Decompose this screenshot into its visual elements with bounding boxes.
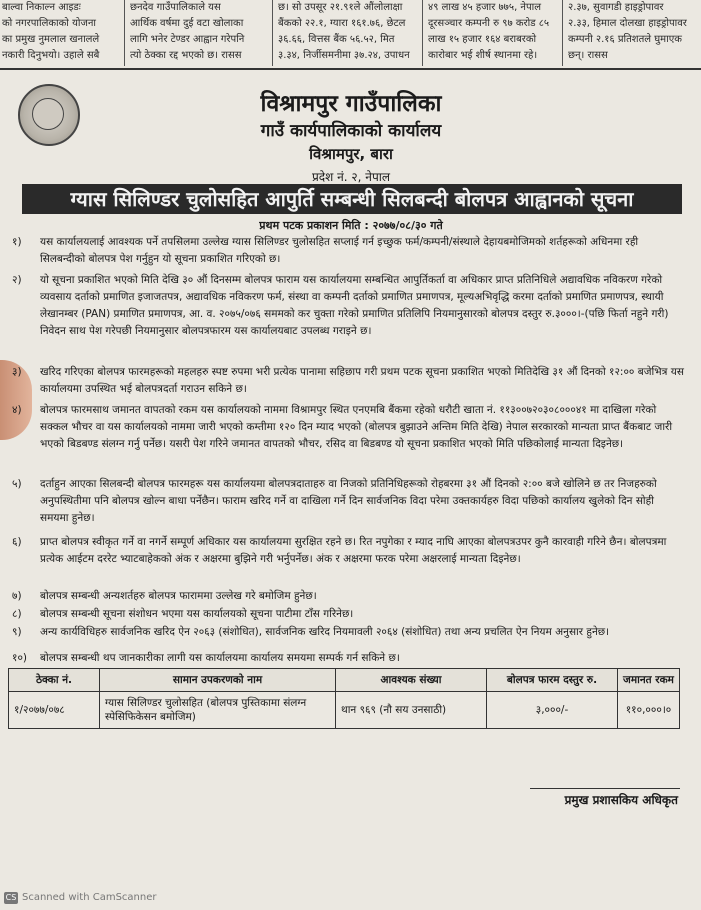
office-name: गाउँ कार्यपालिकाको कार्यालय	[260, 121, 442, 141]
scanner-watermark	[4, 892, 157, 904]
paragraph-number: ८)	[12, 608, 22, 620]
paragraph	[12, 476, 684, 527]
paragraph	[12, 234, 684, 268]
news-line: बाल्वा निकाल्न आइडः	[2, 2, 81, 13]
news-line: छनदेव गाउँपालिकाले यस	[130, 2, 221, 13]
paragraph-number: ४)	[12, 404, 22, 416]
paragraph	[12, 402, 684, 453]
news-column-3	[278, 0, 416, 66]
paragraph-text: प्राप्त बोलपत्र स्वीकृत गर्ने वा नगर्ने सम्पूर्ण अधिकार यस कार्यालयमा सुरक्षित रहने छ। रित नपुगेका र म्याद नाघि आएका बोलपत्रउपर कुनै कारवाही गरिने छैन। बोलपत्रमा प्रत्येक आईटम दररेट भ्याटबाहेकको अंक र अक्षरमा बुझिने गरी भर्नुपर्नेछ। अंक र अक्षरमा फरक परेमा अक्षरलाई मान्यता दिइनेछ।	[40, 536, 667, 565]
news-line: छन्। रासस	[568, 50, 608, 61]
top-news-columns	[0, 0, 701, 66]
news-line: को नगरपालिकाको योजना	[2, 18, 97, 29]
news-line: त्यो ठेक्का रद्द भएको छ। रासस	[130, 50, 242, 61]
news-line: छ। सो उपसूर २१.९१ले औंलोलाक्षा	[278, 2, 403, 13]
news-line: कम्पनी २.१६ प्रतिशतले घुमाएक	[568, 34, 682, 45]
news-line: दूरसञ्चार कम्पनी रु ९७ करोड ८५	[428, 18, 550, 29]
news-column-5	[568, 0, 699, 66]
paragraph-number: ३)	[12, 366, 22, 378]
news-line: ३६.६६, वित्तस बैंक ५६.५२, मित	[278, 34, 395, 45]
paragraph-text: यो सूचना प्रकाशित भएको मिति देखि ३० औं दिनसम्म बोलपत्र फाराम यस कार्यालयमा सम्बन्धित आपुर्तिकर्ता वा अधिकार प्राप्त प्रतिनिधिले अद्यावधिक नविकरण गरेको व्यवसाय दर्ताको प्रमाणित इजाजतपत्र, अद्यावधिक नविकरण फर्म, संस्था वा कम्पनी दर्ताको प्रमाणित प्रमाणपत्र, मूल्यअभिवृद्धि करमा दर्ताको प्रमाणित प्रमाणपत्र, स्थायी लेखानम्बर (PAN) प्रमाणित प्रमाणपत्र, आ. व. २०७५/०७६ सममको कर चुक्ता गरेको प्रमाणित प्रतिलिपि नियमानुसारको बोलपत्र दस्तुर रु.३०००।-(पछि फिर्ता नहुने गरी) निवेदन साथ पेश गरेपछी नियमानुसार बोलपत्रफारम यस कार्यालयबाट उपलब्ध गराइने छ।	[40, 274, 669, 337]
header-quantity: आवश्यक संख्या	[336, 669, 487, 692]
paragraph-number: २)	[12, 274, 22, 286]
paragraph-number: ९)	[12, 626, 22, 638]
signature-line	[530, 788, 680, 789]
paragraph-text: बोलपत्र फारमसाथ जमानत वापतको रकम यस कार्यालयको नाममा विश्रामपुर स्थित एनएमबि बैंकमा रहेको धरौटी खाता नं. ११३००७२०३०८०००४१ मा दाखिला गरेको सक्कल भौचर वा यस कार्यालयको नाममा जारी भएको कम्तीमा १२० दिन म्याद भएको (बोलपत्र बुझाउने अन्तिम मिति देखि) नेपाल सरकारको मान्यता प्राप्त बैंकबाट जारी भएको बिडबण्ड संलग्न गर्नु पर्नेछ। यसरी पेश गरिने जमानत वापतको भौचर, रसिद वा बिडबण्ड यो सूचना प्रकाशित भएको मिति पछिकोलाई मान्यता दिइनेछ।	[40, 404, 673, 450]
cell-security-amount: ११०,०००।०	[618, 692, 680, 729]
news-column-1	[2, 0, 120, 66]
paragraph	[12, 272, 684, 340]
table-row	[9, 692, 680, 729]
header-contract-no: ठेक्का नं.	[9, 669, 100, 692]
header-security-amount: जमानत रकम	[618, 669, 680, 692]
paragraph-text: बोलपत्र सम्बन्धी सूचना संशोधन भएमा यस कार्यालयको सूचना पाटीमा टाँस गरिनेछ।	[40, 608, 354, 620]
header-item-name: सामान उपकरणको नाम	[100, 669, 336, 692]
paragraph-text: बोलपत्र सम्बन्धी थप जानकारीका लागी यस कार्यालयमा कार्यालय समयमा सम्पर्क गर्न सकिने छ।	[40, 652, 400, 664]
column-divider	[124, 0, 125, 66]
paragraph-number: १)	[12, 236, 22, 248]
cell-quantity: थान ९६९ (नौ सय उनसाठी)	[336, 692, 487, 729]
paragraph-text: यस कार्यालयलाई आवश्यक पर्ने तपसिलमा उल्लेख ग्यास सिलिण्डर चुलोसहित सप्लाई गर्न इच्छुक फर्म/कम्पनी/संस्थाले देहायबमोजिमको शर्तहरूको अधिनमा रही सिलबन्दीको बोलपत्र पेश गर्नुहुन यो सूचना प्रकाशित गरिएको छ।	[40, 236, 639, 265]
paragraph	[12, 364, 684, 398]
news-line: ४९ लाख ४५ हजार ७७५, नेपाल	[428, 2, 542, 13]
paragraph-text: बोलपत्र सम्बन्धी अन्यशर्तहरु बोलपत्र फाराममा उल्लेख गरे बमोजिम हुनेछ।	[40, 590, 317, 602]
paragraph-number: १०)	[12, 652, 28, 664]
news-line: का प्रमुख नुमलाल खनालले	[2, 34, 100, 45]
news-line: ३.३४, निर्जीसमनीमा ३७.२४, उपाधन	[278, 50, 410, 61]
cell-contract-no: १/२०७७/०७८	[9, 692, 100, 729]
news-line: लाख १५ हजार १६४ बराबरको	[428, 34, 537, 45]
tender-table	[8, 668, 680, 729]
news-line: बैंकको २२.१, ग्यारा १६१.७६, छेटल	[278, 18, 406, 29]
column-divider	[422, 0, 423, 66]
news-column-2	[130, 0, 265, 66]
cell-form-fee: ३,०००/-	[487, 692, 618, 729]
column-divider	[272, 0, 273, 66]
paragraph	[12, 624, 684, 641]
paragraph-number: ६)	[12, 536, 22, 548]
camscanner-logo-icon: CS	[5, 893, 17, 902]
tender-notice	[8, 76, 694, 807]
news-line: नकारी दिनुभयो। उहाले सबै	[2, 50, 100, 61]
notice-title: ग्यास सिलिण्डर चुलोसहित आपुर्ति सम्बन्धी सिलबन्दी बोलपत्र आह्वानको सूचना	[22, 184, 682, 214]
paragraph-number: ५)	[12, 478, 22, 490]
paragraph	[12, 606, 684, 623]
publication-date: प्रथम पटक प्रकाशन मिति : २०७७/०८/३० गते	[259, 219, 443, 232]
news-line: कारोबार भई शीर्ष स्थानमा रहे।	[428, 50, 538, 61]
org-name: विश्रामपुर गाउँपालिका	[260, 91, 442, 117]
paragraph-text: दर्ताहुन आएका सिलबन्दी बोलपत्र फारमहरू यस कार्यालयमा बोलपत्रदाताहरु वा निजको प्रतिनिधिहरूको रोहबरमा ३१ औं दिनको २:०० बजे खोलिने छ तर निजहरुको अनुपस्थितीमा पनि बोलपत्र खोल्न बाधा पर्नेछैन। फाराम खरिद गर्ने वा दाखिला गर्ने दिन सार्वजनिक विदा परेमा उक्तकार्यहरु विदा पछिको कार्यालय खुलेको दिन सोही समयमा हुनेछ।	[40, 478, 657, 524]
news-line: लागि भनेर टेण्डर आह्वान गरेपनि	[130, 34, 245, 45]
separator-rule	[0, 68, 701, 70]
province-line: प्रदेश नं. २, नेपाल	[311, 170, 391, 184]
news-column-4	[428, 0, 556, 66]
paragraph	[12, 588, 684, 605]
news-line: २.३७, सुवागडी हाइड्रोपावर	[568, 2, 664, 13]
paragraph-number: ७)	[12, 590, 22, 602]
scanner-text: Scanned with CamScanner	[22, 892, 157, 903]
news-line: आर्थिक वर्षमा दुई वटा खोलाका	[130, 18, 244, 29]
paragraph	[12, 534, 684, 568]
signatory-title: प्रमुख प्रशासकिय अधिकृत	[564, 793, 678, 807]
table-header-row	[9, 669, 680, 692]
cell-item-name: ग्यास सिलिण्डर चुलोसहित (बोलपत्र पुस्तिकामा संलग्न स्पेसिफिकेसन बमोजिम)	[100, 692, 336, 729]
paragraph	[12, 650, 684, 667]
office-place: विश्रामपुर, बारा	[309, 145, 393, 163]
column-divider	[562, 0, 563, 66]
header-form-fee: बोलपत्र फारम दस्तुर रु.	[487, 669, 618, 692]
news-line: २.३३, हिमाल दोलखा हाइड्रोपावर	[568, 18, 687, 29]
paragraph-text: खरिद गरिएका बोलपत्र फारमहरूको महलहरु स्पष्ट रुपमा भरी प्रत्येक पानामा सहिछाप गरी प्रथम पटक सूचना प्रकाशित भएको मितिदेखि ३१ औं दिनको १२:०० बजेभित्र यस कार्यालयमा उपस्थित भई बोलपत्रदर्ता गराउन सकिने छ।	[40, 366, 684, 395]
paragraph-text: अन्य कार्यविधिहरु सार्वजनिक खरिद ऐन २०६३ (संशोधित), सार्वजनिक खरिद नियमावली २०६४ (संशोधित) तथा अन्य प्रचलित ऐन नियम अनुसार हुनेछ।	[40, 626, 610, 638]
